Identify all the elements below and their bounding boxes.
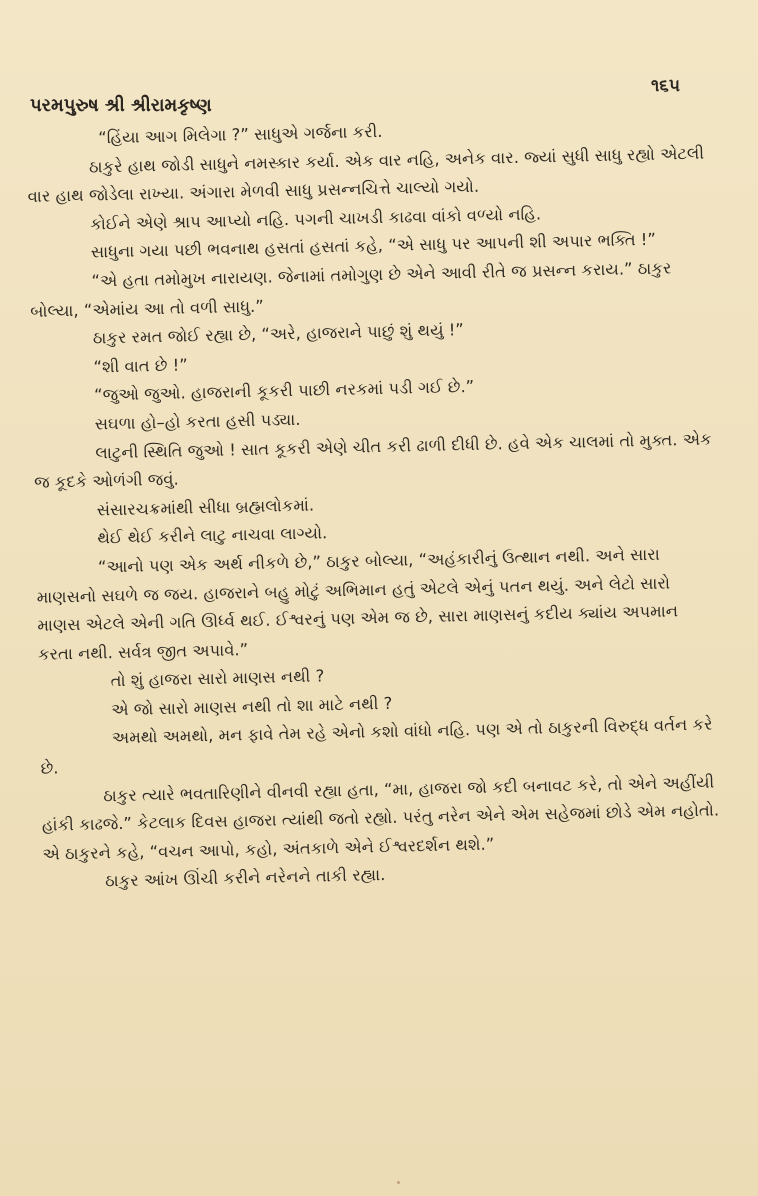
page-number: ૧૬૫ (650, 76, 680, 96)
paragraph: લાટુની સ્થિતિ જુઓ ! સાત કૂકરી એણે ચીત કરી ઢાળી દીધી છે. હવે એક ચાલમાં તો મુક્ત. એક જ કૂદકે ઓળંગી જવું. (33, 429, 712, 493)
paragraph: સાધુના ગયા પછી ભવનાથ હસતાં હસતાં કહે, “એ સાધુ પર આપની શી અપાર ભક્તિ !” (90, 230, 657, 262)
paragraph: “આનો પણ એક અર્થ નીકળે છે,” ઠાકુર બોલ્યા, “અહંકારીનું ઉત્થાન નથી. અને સારા માણસનો સઘળે જ જય. હાજરાને બહુ મોટું અભિમાન હતું એટલે એનું પતન થયું. અને લેટો સારો માણસ એટલે એની ગતિ ઊર્ધ્વ થઈ. ઈશ્વરનું પણ એમ જ છે, સારા માણસનું કદીય ક્યાંય અપમાન કરતા નથી. સર્વત્ર જીત અપાવે.” (36, 544, 679, 664)
paragraph: ઠાકુર ત્યારે ભવતારિણીને વીનવી રહ્યા હતા, “મા, હાજરા જો કદી બનાવટ કરે, તો એને અહીંયી હાંકી કાઢજે.” કેટલાક દિવસ હાજરા ત્યાંથી જતો રહ્યો. પરંતુ નરેન એને એમ સહેજમાં છોડે એમ નહોતો. એ ઠાકુરને કહે, “વચન આપો, કહો, અંતકાળે એને ઈશ્વરદર્શન થશે.” (41, 772, 720, 864)
paragraph: ઠાકુર રમત જોઈ રહ્યા છે, “અરે, હાજરાને પાછું શું થયું !” (92, 320, 464, 348)
body-text (26, 111, 723, 898)
paragraph: અમથો અમથો, મન ફાવે તેમ રહે એનો કશો વાંધો નહિ. પણ એ તો ઠાકુરની વિરુદ્ધ વર્તન કરે છે. (40, 715, 713, 778)
paragraph: તો શું હાજરા સારો માણસ નથી ? (110, 666, 325, 691)
paragraph: “હિંયા આગ મિલેગા ?” સાધુએ ગર્જના કરી. (98, 121, 383, 148)
paragraph: એ જો સારો માણસ નથી તો શા માટે નથી ? (111, 693, 393, 720)
paragraph: “શી વાત છે !” (93, 355, 188, 377)
running-title: પરમપુરુષ શ્રી શ્રીરામકૃષ્ણ (30, 95, 212, 116)
paragraph: સંસારચક્રમાંથી સીધા બ્રહ્મલોકમાં. (96, 495, 315, 520)
paragraph: થેઈ થેઈ કરીને લાટુ નાચવા લાગ્યો. (97, 523, 328, 548)
paragraph: ઠાકુર આંખ ઊંચી કરીને નરેનને તાકી રહ્યા. (104, 865, 386, 891)
print-speck (397, 1181, 400, 1184)
paragraph: “જુઓ જુઓ. હાજરાની કૂકરી પાછી નરકમાં પડી ગઈ છે.” (93, 377, 475, 405)
page-header (30, 76, 680, 116)
paragraph: “એ હતા તમોમુખ નારાયણ. જેનામાં તમોગુણ છે એને આવી રીતે જ પ્રસન્ન કરાય.” ઠાકુર બોલ્યા, “એમાંય આ તો વળી સાધુ.” (29, 258, 672, 321)
paragraph: કોઈને એણે શ્રાપ આપ્યો નહિ. પગની ચાખડી કાઢવા વાંકો વળ્યો નહિ. (90, 204, 542, 234)
paragraph: ઠાકુરે હાથ જોડી સાધુને નમસ્કાર કર્યા. એક વાર નહિ, અનેક વાર. જ્યાં સુધી સાધુ રહ્યો એટલી વાર હાથ જોડેલા રાખ્યા. અંગારા મેળવી સાધુ પ્રસન્નચિત્તે ચાલ્યો ગયો. (27, 143, 705, 207)
paragraph: સઘળા હો–હો કરતા હસી પડ્યા. (94, 409, 301, 434)
